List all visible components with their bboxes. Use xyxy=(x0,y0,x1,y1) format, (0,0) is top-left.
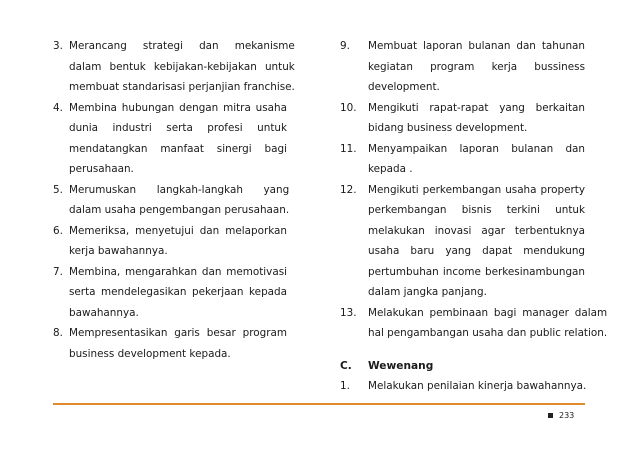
item-line: Menyampaikan laporan bulanan dan xyxy=(368,142,585,155)
item-line: Melakukan pembinaan bagi manager dalam xyxy=(368,306,608,319)
item-number: 3. xyxy=(53,40,63,52)
left-item-list xyxy=(53,36,295,364)
item-text xyxy=(69,262,287,324)
section-letter: C. xyxy=(340,359,352,372)
item-line: Membina, mengarahkan dan memotivasi xyxy=(69,265,287,278)
item-text xyxy=(69,180,289,221)
section-item-list xyxy=(340,376,585,397)
item-line: Merumuskan langkah-langkah yang xyxy=(69,183,290,196)
item-number: 4. xyxy=(53,101,63,114)
item-line: Mengikuti perkembangan usaha property xyxy=(368,183,585,196)
item-line: business development kepada. xyxy=(69,347,231,360)
item-line: pertumbuhan income berkesinambungan xyxy=(368,265,585,278)
page-footer xyxy=(548,411,574,420)
item-text xyxy=(368,303,607,344)
item-number: 9. xyxy=(340,40,350,52)
item-line: Membina hubungan dengan mitra usaha xyxy=(69,101,287,114)
item-number: 12. xyxy=(340,183,357,196)
item-line: kerja bawahannya. xyxy=(69,245,168,257)
item-line: bawahannya. xyxy=(69,306,139,319)
right-column xyxy=(340,36,608,397)
item-line: kegiatan program kerja bussiness xyxy=(368,60,585,73)
item-text xyxy=(368,139,585,180)
item-line: development. xyxy=(368,81,440,93)
item-text xyxy=(69,323,287,364)
list-item xyxy=(340,303,608,344)
item-number: 7. xyxy=(53,265,63,278)
item-line: usaha baru yang dapat mendukung xyxy=(368,245,585,257)
item-line: melakukan inovasi agar terbentuknya xyxy=(368,224,585,237)
item-line: bidang business development. xyxy=(368,122,528,134)
list-item xyxy=(53,98,287,180)
item-line: Merancang strategi dan mekanisme xyxy=(69,40,295,52)
item-text xyxy=(368,180,585,303)
footer-rule xyxy=(53,403,585,405)
item-line: dalam jangka panjang. xyxy=(368,286,487,298)
item-line: membuat standarisasi perjanjian franchise. xyxy=(69,81,295,93)
list-item xyxy=(53,221,287,262)
list-item xyxy=(340,98,585,139)
item-line: dunia industri serta profesi untuk xyxy=(69,122,287,134)
item-text xyxy=(368,98,585,139)
item-number: 13. xyxy=(340,306,357,319)
item-text xyxy=(69,36,295,98)
list-item xyxy=(53,180,290,221)
item-text xyxy=(368,376,586,397)
item-line: Membuat laporan bulanan dan tahunan xyxy=(368,40,585,52)
list-item xyxy=(53,36,295,98)
item-number: 5. xyxy=(53,183,63,196)
item-line: mendatangkan manfaat sinergi bagi xyxy=(69,142,287,155)
right-item-list xyxy=(340,36,608,344)
list-item xyxy=(340,139,585,180)
item-line: dalam usaha pengembangan perusahaan. xyxy=(69,204,290,216)
list-item xyxy=(340,180,585,303)
item-line: Memeriksa, menyetujui dan melaporkan xyxy=(69,224,287,237)
item-line: Mempresentasikan garis besar program xyxy=(69,327,287,339)
item-number: 1. xyxy=(340,380,350,392)
square-bullet-icon xyxy=(548,413,553,418)
item-text xyxy=(69,221,287,262)
section-heading xyxy=(340,356,585,377)
item-number: 8. xyxy=(53,327,63,339)
item-line: perkembangan bisnis terkini untuk xyxy=(368,204,585,216)
item-number: 6. xyxy=(53,224,63,237)
item-line: perusahaan. xyxy=(69,163,134,175)
item-line: serta mendelegasikan pekerjaan kepada xyxy=(69,286,287,298)
item-line: kepada . xyxy=(368,163,413,175)
section-title: Wewenang xyxy=(368,359,434,372)
item-line: dalam bentuk kebijakan-kebijakan untuk xyxy=(69,60,295,73)
item-number: 11. xyxy=(340,142,357,155)
item-line: Melakukan penilaian kinerja bawahannya. xyxy=(368,380,587,392)
list-item xyxy=(53,323,287,364)
list-item xyxy=(340,376,585,397)
item-line: hal pengambangan usaha dan public relation. xyxy=(368,327,608,339)
list-item xyxy=(340,36,585,98)
item-number: 10. xyxy=(340,101,357,114)
list-item xyxy=(53,262,287,324)
item-line: Mengikuti rapat-rapat yang berkaitan xyxy=(368,101,585,114)
item-text xyxy=(368,36,585,98)
item-text xyxy=(69,98,287,180)
left-column xyxy=(53,36,295,364)
page-number: 233 xyxy=(559,411,575,420)
